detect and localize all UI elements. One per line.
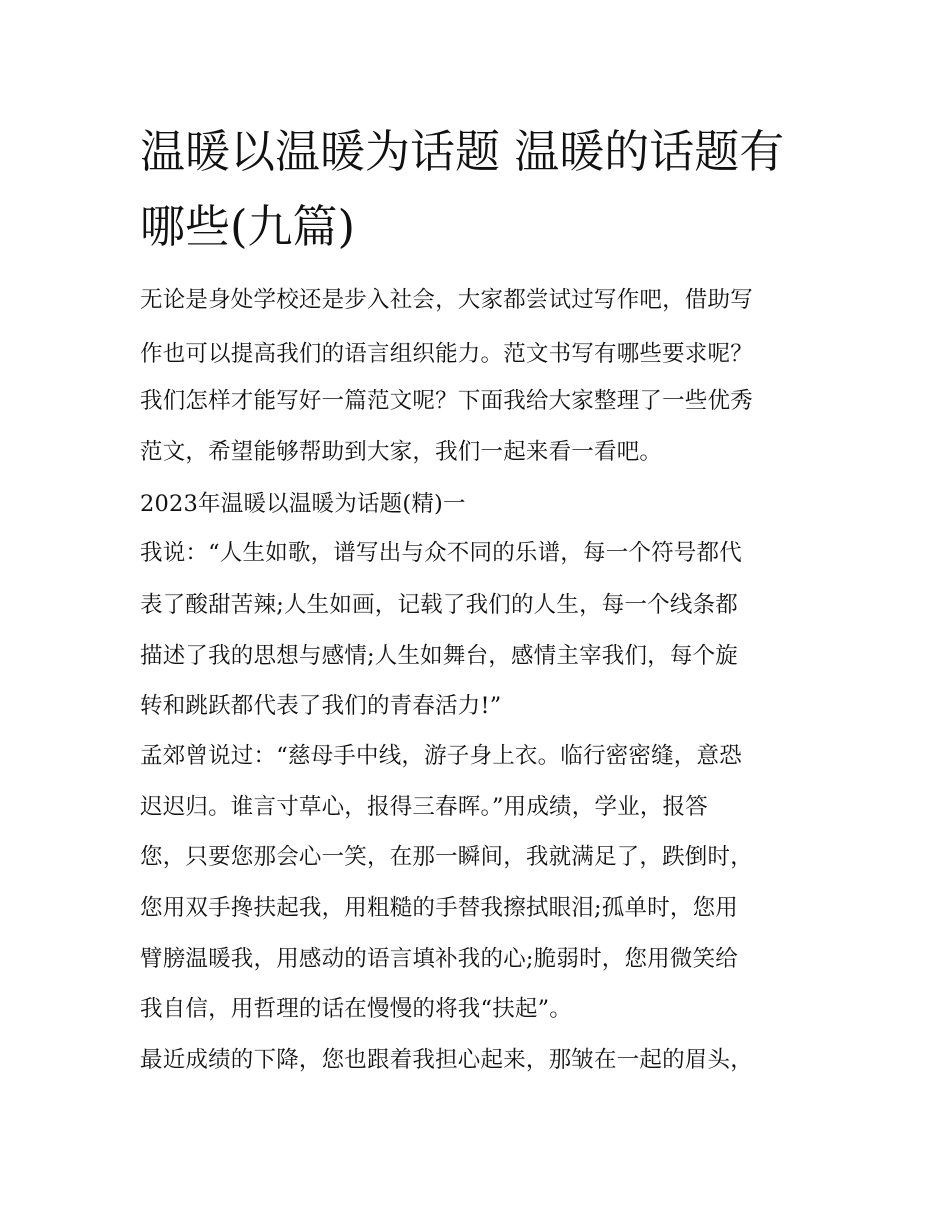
body-line: 作也可以提高我们的语言组织能力。范文书写有哪些要求呢？ — [140, 341, 753, 367]
body-line: 我说：“人生如歌，谱写出与众不同的乐谱，每一个符号都代 — [140, 540, 742, 566]
body-line: 无论是身处学校还是步入社会，大家都尝试过写作吧，借助写 — [140, 287, 753, 313]
body-line: 最近成绩的下降，您也跟着我担心起来，那皱在一起的眉头， — [140, 1047, 753, 1073]
body-line: 描述了我的思想与感情;人生如舞台，感情主宰我们，每个旋 — [140, 643, 738, 669]
body-line: 迟迟归。谁言寸草心，报得三春晖。”用成绩，学业，报答 — [140, 794, 708, 820]
body-line: 您用双手搀扶起我，用粗糙的手替我擦拭眼泪;孤单时，您用 — [140, 895, 738, 921]
body-line: 臂膀温暖我，用感动的语言填补我的心;脆弱时，您用微笑给 — [140, 946, 738, 972]
body-line: 您，只要您那会心一笑，在那一瞬间，我就满足了，跌倒时， — [140, 844, 753, 870]
body-line: 孟郊曾说过：“慈母手中线，游子身上衣。临行密密缝，意恐 — [140, 743, 742, 769]
document-title: 温暖以温暖为话题 温暖的话题有哪些(九篇) — [140, 125, 785, 253]
body-line: 范文，希望能够帮助到大家，我们一起来看一看吧。 — [140, 439, 663, 465]
body-line: 我们怎样才能写好一篇范文呢？下面我给大家整理了一些优秀 — [140, 388, 753, 414]
body-line: 转和跳跃都代表了我们的青春活力!” — [140, 693, 502, 719]
section-heading: 2023年温暖以温暖为话题(精)一 — [140, 491, 466, 517]
body-line: 表了酸甜苦辣;人生如画，记载了我们的人生，每一个线条都 — [140, 592, 738, 618]
body-line: 我自信，用哲理的话在慢慢的将我“扶起”。 — [140, 996, 573, 1022]
